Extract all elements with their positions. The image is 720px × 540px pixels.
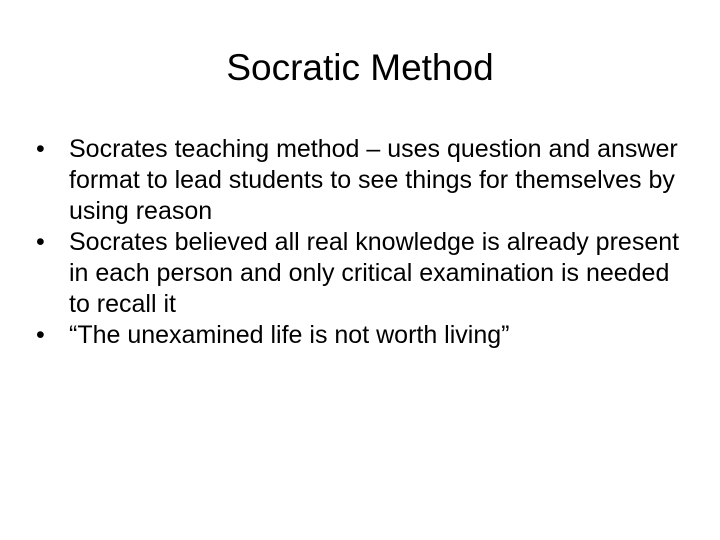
slide-title: Socratic Method — [226, 47, 494, 88]
bullet-dot-icon: • — [36, 228, 45, 256]
bullet-item — [36, 134, 686, 227]
bullet-text: Socrates believed all real knowledge is already present in each person and only critical examination is needed to recall it — [69, 228, 680, 318]
bullet-dot-icon: • — [36, 135, 45, 163]
bullet-dot-icon: • — [36, 321, 45, 349]
bullet-list — [36, 134, 686, 351]
bullet-text: Socrates teaching method – uses question and answer format to lead students to see things for themselves by using reason — [69, 135, 678, 225]
bullet-text: “The unexamined life is not worth living” — [69, 321, 510, 349]
bullet-item — [36, 227, 686, 320]
bullet-item — [36, 320, 686, 351]
